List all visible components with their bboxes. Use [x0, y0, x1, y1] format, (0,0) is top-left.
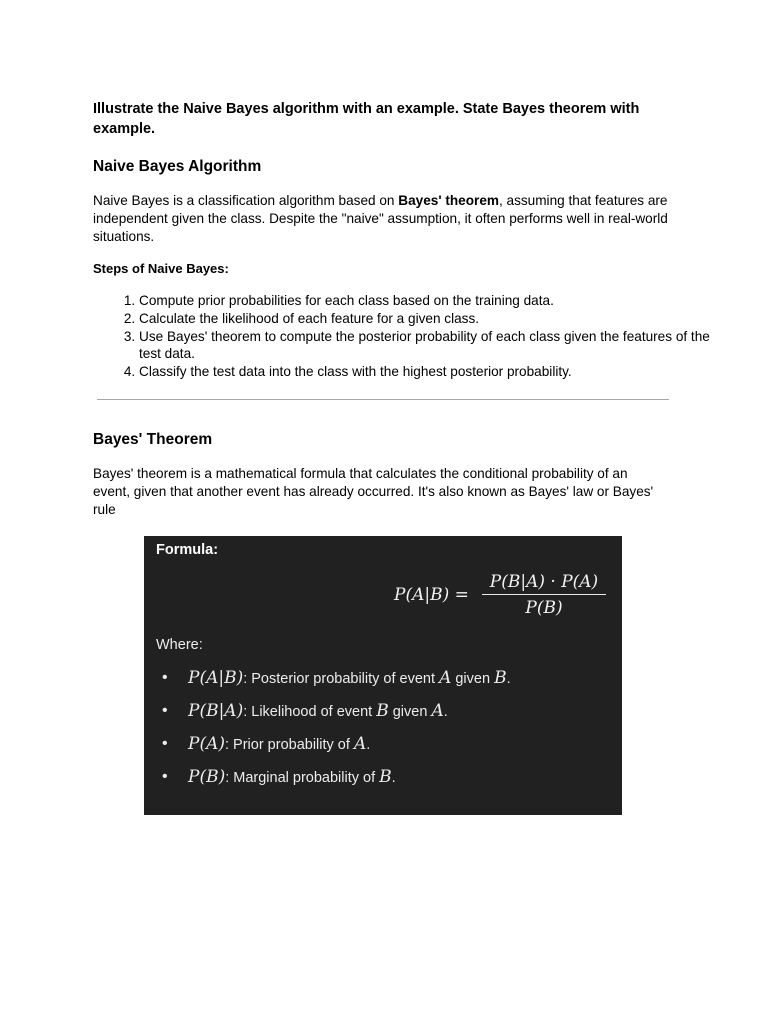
definition-text: . — [366, 737, 371, 753]
equation-numerator: P(B|A) · P(A) — [489, 572, 599, 592]
definition-text: given — [451, 671, 495, 687]
definition-var: A — [353, 734, 367, 754]
definition-symbol: P(A|B) — [188, 668, 244, 688]
formula-label: Formula: — [156, 542, 219, 558]
bayes-theorem-heading: Bayes' Theorem — [93, 431, 213, 448]
naive-bayes-intro — [93, 192, 683, 246]
definition-text: : Posterior probability of event — [243, 671, 440, 687]
intro-text-start: Naive Bayes is a classification algorithm based on — [93, 193, 399, 208]
definition-symbol: P(B|A) — [188, 701, 244, 721]
section-divider — [97, 399, 669, 400]
bayes-theorem-intro: Bayes' theorem is a mathematical formula that calculates the conditional probability of an event, given that another event has already occurred. It's also known as Bayes' law or Bayes' rule — [93, 466, 654, 517]
formula-box — [144, 536, 622, 815]
equation-lhs: P(A|B) = — [394, 585, 469, 605]
definition-text: . — [391, 770, 396, 786]
intro-bold-term: Bayes' theorem — [398, 193, 499, 208]
definition-var: B — [494, 668, 507, 688]
where-label: Where: — [156, 637, 203, 653]
definitions-list — [156, 663, 616, 795]
definition-text: : Marginal probability of — [225, 770, 380, 786]
definition-text: . — [443, 704, 448, 720]
definition-item — [156, 663, 616, 696]
definition-symbol: P(B) — [188, 767, 226, 787]
equation-fraction — [482, 572, 606, 618]
definition-var: A — [439, 668, 452, 688]
steps-list — [93, 292, 719, 381]
definition-text: : Prior probability of — [224, 737, 354, 753]
step-item: 4. Classify the test data into the class with the highest posterior probability. — [139, 363, 719, 381]
naive-bayes-heading: Naive Bayes Algorithm — [93, 158, 262, 175]
step-item: 1. Compute prior probabilities for each class based on the training data. — [139, 292, 719, 310]
definition-text: : Likelihood of event — [243, 704, 377, 720]
definition-var: B — [376, 701, 389, 721]
definition-var: A — [431, 701, 444, 721]
definition-item — [156, 729, 616, 762]
fraction-bar — [482, 594, 606, 595]
equation-denominator: P(B) — [525, 598, 563, 618]
intro-text-end: , assuming that features are independent given the class. Despite the "naive" assumption, it often performs well in real-world situations. — [93, 193, 668, 244]
question-heading: Illustrate the Naive Bayes algorithm with an example. State Bayes theorem with example. — [93, 101, 640, 137]
definition-text: given — [388, 704, 432, 720]
step-item: 3. Use Bayes' theorem to compute the posterior probability of each class given the features of the test data. — [139, 328, 719, 364]
definition-text: . — [506, 671, 511, 687]
steps-title: Steps of Naive Bayes: — [93, 261, 229, 276]
definition-symbol: P(A) — [188, 734, 225, 754]
definition-var: B — [379, 767, 392, 787]
definition-item — [156, 762, 616, 795]
step-item: 2. Calculate the likelihood of each feature for a given class. — [139, 310, 719, 328]
definition-item — [156, 696, 616, 729]
